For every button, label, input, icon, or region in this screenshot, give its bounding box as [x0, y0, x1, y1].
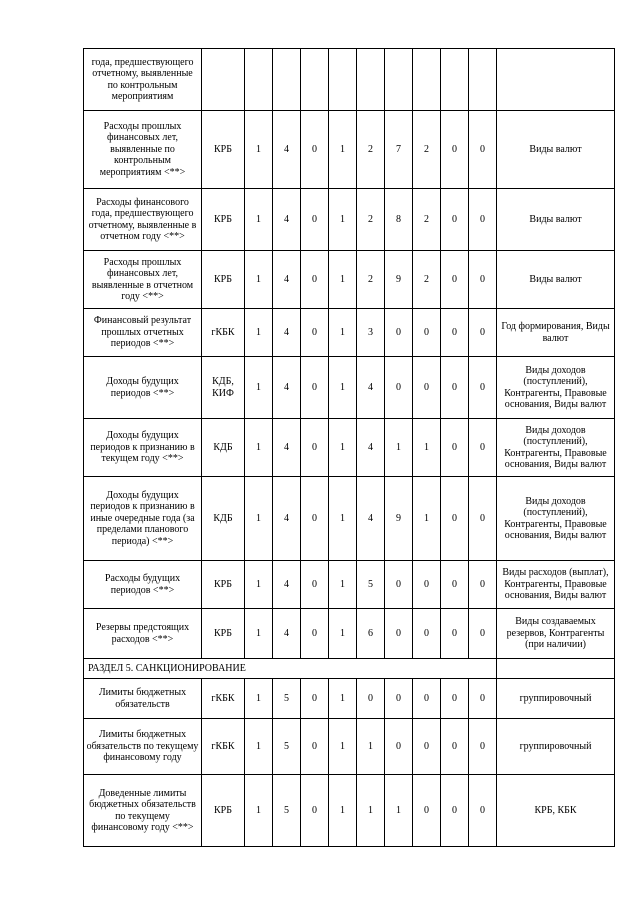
- account-digit-cell: 0: [469, 189, 497, 251]
- analytics-cell: группировочный: [497, 719, 615, 775]
- account-digit-cell: 0: [385, 309, 413, 357]
- account-digit-cell: [245, 49, 273, 111]
- account-digit-cell: 1: [329, 357, 357, 419]
- account-digit-cell: 0: [441, 251, 469, 309]
- code-cell: КДБ, КИФ: [202, 357, 245, 419]
- document-page: [83, 48, 610, 847]
- account-digit-cell: 0: [301, 561, 329, 609]
- table-row: [84, 189, 615, 251]
- account-digit-cell: 1: [329, 477, 357, 561]
- account-digit-cell: 0: [301, 111, 329, 189]
- account-name-cell: Расходы финансового года, предшествующего отчетному, выявленные в отчетном году <**>: [84, 189, 202, 251]
- account-digit-cell: 0: [469, 419, 497, 477]
- table-row: [84, 609, 615, 659]
- code-cell: КРБ: [202, 561, 245, 609]
- account-digit-cell: 0: [301, 419, 329, 477]
- account-digit-cell: 0: [385, 719, 413, 775]
- account-digit-cell: 0: [413, 679, 441, 719]
- table-row: [84, 719, 615, 775]
- table-row: [84, 477, 615, 561]
- account-digit-cell: 0: [469, 309, 497, 357]
- account-digit-cell: 1: [245, 419, 273, 477]
- account-digit-cell: 1: [245, 561, 273, 609]
- account-digit-cell: 5: [357, 561, 385, 609]
- account-digit-cell: 7: [385, 111, 413, 189]
- account-digit-cell: [329, 49, 357, 111]
- account-name-cell: Финансовый результат прошлых отчетных периодов <**>: [84, 309, 202, 357]
- account-name-cell: Резервы предстоящих расходов <**>: [84, 609, 202, 659]
- analytics-cell: Год формирования, Виды валют: [497, 309, 615, 357]
- table-row: [84, 419, 615, 477]
- account-digit-cell: 1: [413, 419, 441, 477]
- account-digit-cell: 0: [385, 357, 413, 419]
- analytics-cell: Виды доходов (поступлений), Контрагенты, Правовые основания, Виды валют: [497, 357, 615, 419]
- section-row: [84, 659, 615, 679]
- account-digit-cell: 1: [413, 477, 441, 561]
- account-digit-cell: 4: [273, 309, 301, 357]
- account-digit-cell: 2: [357, 251, 385, 309]
- account-digit-cell: 0: [301, 357, 329, 419]
- account-digit-cell: [469, 49, 497, 111]
- account-digit-cell: 0: [441, 419, 469, 477]
- analytics-cell: Виды валют: [497, 189, 615, 251]
- account-digit-cell: 0: [441, 111, 469, 189]
- code-cell: КРБ: [202, 189, 245, 251]
- account-digit-cell: 1: [245, 189, 273, 251]
- account-digit-cell: 0: [357, 679, 385, 719]
- account-digit-cell: 8: [385, 189, 413, 251]
- table-row: [84, 309, 615, 357]
- account-digit-cell: 1: [329, 775, 357, 847]
- account-digit-cell: 2: [413, 251, 441, 309]
- account-digit-cell: 1: [329, 679, 357, 719]
- account-digit-cell: [413, 49, 441, 111]
- account-digit-cell: 2: [413, 189, 441, 251]
- account-digit-cell: [385, 49, 413, 111]
- section-analytics-cell: [497, 659, 615, 679]
- account-digit-cell: 1: [329, 609, 357, 659]
- account-digit-cell: 0: [385, 561, 413, 609]
- account-digit-cell: 0: [413, 309, 441, 357]
- account-digit-cell: 0: [301, 251, 329, 309]
- analytics-cell: Виды валют: [497, 111, 615, 189]
- account-digit-cell: [357, 49, 385, 111]
- account-digit-cell: 4: [273, 609, 301, 659]
- account-digit-cell: 0: [385, 679, 413, 719]
- account-digit-cell: 5: [273, 679, 301, 719]
- account-digit-cell: 2: [357, 111, 385, 189]
- account-digit-cell: 2: [413, 111, 441, 189]
- account-digit-cell: 0: [441, 561, 469, 609]
- account-digit-cell: 1: [385, 419, 413, 477]
- analytics-cell: Виды доходов (поступлений), Контрагенты, Правовые основания, Виды валют: [497, 477, 615, 561]
- account-digit-cell: 0: [441, 357, 469, 419]
- account-digit-cell: 1: [245, 309, 273, 357]
- account-digit-cell: 1: [329, 189, 357, 251]
- code-cell: [202, 49, 245, 111]
- code-cell: КРБ: [202, 251, 245, 309]
- account-digit-cell: 0: [413, 561, 441, 609]
- account-digit-cell: 9: [385, 251, 413, 309]
- account-digit-cell: 1: [357, 775, 385, 847]
- account-digit-cell: 0: [441, 609, 469, 659]
- account-digit-cell: 0: [301, 189, 329, 251]
- account-name-cell: Расходы прошлых финансовых лет, выявленные по контрольным мероприятиям <**>: [84, 111, 202, 189]
- account-digit-cell: 1: [245, 775, 273, 847]
- code-cell: КРБ: [202, 775, 245, 847]
- account-digit-cell: 6: [357, 609, 385, 659]
- account-digit-cell: 1: [245, 251, 273, 309]
- account-digit-cell: 1: [245, 477, 273, 561]
- account-digit-cell: 0: [413, 357, 441, 419]
- account-digit-cell: 0: [441, 679, 469, 719]
- table-row: [84, 561, 615, 609]
- account-digit-cell: 1: [329, 419, 357, 477]
- account-digit-cell: 4: [357, 357, 385, 419]
- account-digit-cell: 2: [357, 189, 385, 251]
- account-digit-cell: 4: [273, 251, 301, 309]
- account-digit-cell: 4: [357, 419, 385, 477]
- account-digit-cell: 0: [301, 609, 329, 659]
- analytics-cell: КРБ, КБК: [497, 775, 615, 847]
- account-digit-cell: 1: [245, 111, 273, 189]
- account-digit-cell: 0: [301, 679, 329, 719]
- section-title: РАЗДЕЛ 5. САНКЦИОНИРОВАНИЕ: [84, 659, 497, 679]
- account-name-cell: Доходы будущих периодов к признанию в текущем году <**>: [84, 419, 202, 477]
- code-cell: КРБ: [202, 111, 245, 189]
- code-cell: КДБ: [202, 419, 245, 477]
- account-digit-cell: 4: [273, 111, 301, 189]
- account-digit-cell: 0: [301, 719, 329, 775]
- analytics-cell: Виды расходов (выплат), Контрагенты, Правовые основания, Виды валют: [497, 561, 615, 609]
- account-digit-cell: 4: [273, 477, 301, 561]
- table-row: [84, 775, 615, 847]
- account-digit-cell: 9: [385, 477, 413, 561]
- table-row: [84, 49, 615, 111]
- code-cell: гКБК: [202, 309, 245, 357]
- account-digit-cell: 1: [329, 309, 357, 357]
- chart-of-accounts-table: [83, 48, 615, 847]
- code-cell: гКБК: [202, 679, 245, 719]
- account-name-cell: Расходы будущих периодов <**>: [84, 561, 202, 609]
- account-digit-cell: 1: [329, 719, 357, 775]
- account-digit-cell: 0: [469, 251, 497, 309]
- account-digit-cell: 4: [273, 189, 301, 251]
- account-digit-cell: 0: [441, 775, 469, 847]
- account-digit-cell: 0: [469, 679, 497, 719]
- analytics-cell: [497, 49, 615, 111]
- account-digit-cell: 4: [273, 357, 301, 419]
- analytics-cell: группировочный: [497, 679, 615, 719]
- account-digit-cell: 0: [441, 719, 469, 775]
- account-digit-cell: 0: [469, 357, 497, 419]
- account-digit-cell: [301, 49, 329, 111]
- account-digit-cell: 0: [385, 609, 413, 659]
- code-cell: гКБК: [202, 719, 245, 775]
- account-digit-cell: 4: [273, 561, 301, 609]
- table-row: [84, 679, 615, 719]
- account-digit-cell: 0: [301, 309, 329, 357]
- account-digit-cell: 1: [245, 719, 273, 775]
- account-name-cell: Доведенные лимиты бюджетных обязательств по текущему финансовому году <**>: [84, 775, 202, 847]
- account-name-cell: Расходы прошлых финансовых лет, выявленные в отчетном году <**>: [84, 251, 202, 309]
- account-name-cell: Лимиты бюджетных обязательств по текущему финансовому году: [84, 719, 202, 775]
- analytics-cell: Виды валют: [497, 251, 615, 309]
- account-digit-cell: 1: [329, 251, 357, 309]
- analytics-cell: Виды создаваемых резервов, Контрагенты (при наличии): [497, 609, 615, 659]
- account-digit-cell: 1: [385, 775, 413, 847]
- account-digit-cell: 3: [357, 309, 385, 357]
- account-digit-cell: 0: [469, 719, 497, 775]
- account-digit-cell: 1: [245, 679, 273, 719]
- table-row: [84, 251, 615, 309]
- account-digit-cell: 4: [273, 419, 301, 477]
- account-digit-cell: 0: [469, 111, 497, 189]
- account-digit-cell: 5: [273, 775, 301, 847]
- account-digit-cell: 1: [329, 561, 357, 609]
- table-row: [84, 111, 615, 189]
- account-digit-cell: 0: [413, 609, 441, 659]
- account-digit-cell: 0: [301, 775, 329, 847]
- account-digit-cell: [441, 49, 469, 111]
- table-row: [84, 357, 615, 419]
- account-digit-cell: [273, 49, 301, 111]
- account-digit-cell: 0: [469, 775, 497, 847]
- account-digit-cell: 1: [245, 357, 273, 419]
- account-digit-cell: 1: [329, 111, 357, 189]
- account-digit-cell: 0: [413, 719, 441, 775]
- account-name-cell: года, предшествующего отчетному, выявленные по контрольным мероприятиям: [84, 49, 202, 111]
- account-digit-cell: 0: [441, 309, 469, 357]
- account-digit-cell: 0: [441, 189, 469, 251]
- account-digit-cell: 0: [301, 477, 329, 561]
- account-name-cell: Лимиты бюджетных обязательств: [84, 679, 202, 719]
- analytics-cell: Виды доходов (поступлений), Контрагенты, Правовые основания, Виды валют: [497, 419, 615, 477]
- account-digit-cell: 0: [441, 477, 469, 561]
- account-digit-cell: 0: [469, 561, 497, 609]
- account-digit-cell: 1: [357, 719, 385, 775]
- account-digit-cell: 5: [273, 719, 301, 775]
- account-digit-cell: 0: [469, 477, 497, 561]
- account-digit-cell: 0: [469, 609, 497, 659]
- account-name-cell: Доходы будущих периодов <**>: [84, 357, 202, 419]
- code-cell: КДБ: [202, 477, 245, 561]
- account-digit-cell: 1: [245, 609, 273, 659]
- account-digit-cell: 4: [357, 477, 385, 561]
- account-digit-cell: 0: [413, 775, 441, 847]
- account-name-cell: Доходы будущих периодов к признанию в иные очередные года (за пределами планового периода) <**>: [84, 477, 202, 561]
- code-cell: КРБ: [202, 609, 245, 659]
